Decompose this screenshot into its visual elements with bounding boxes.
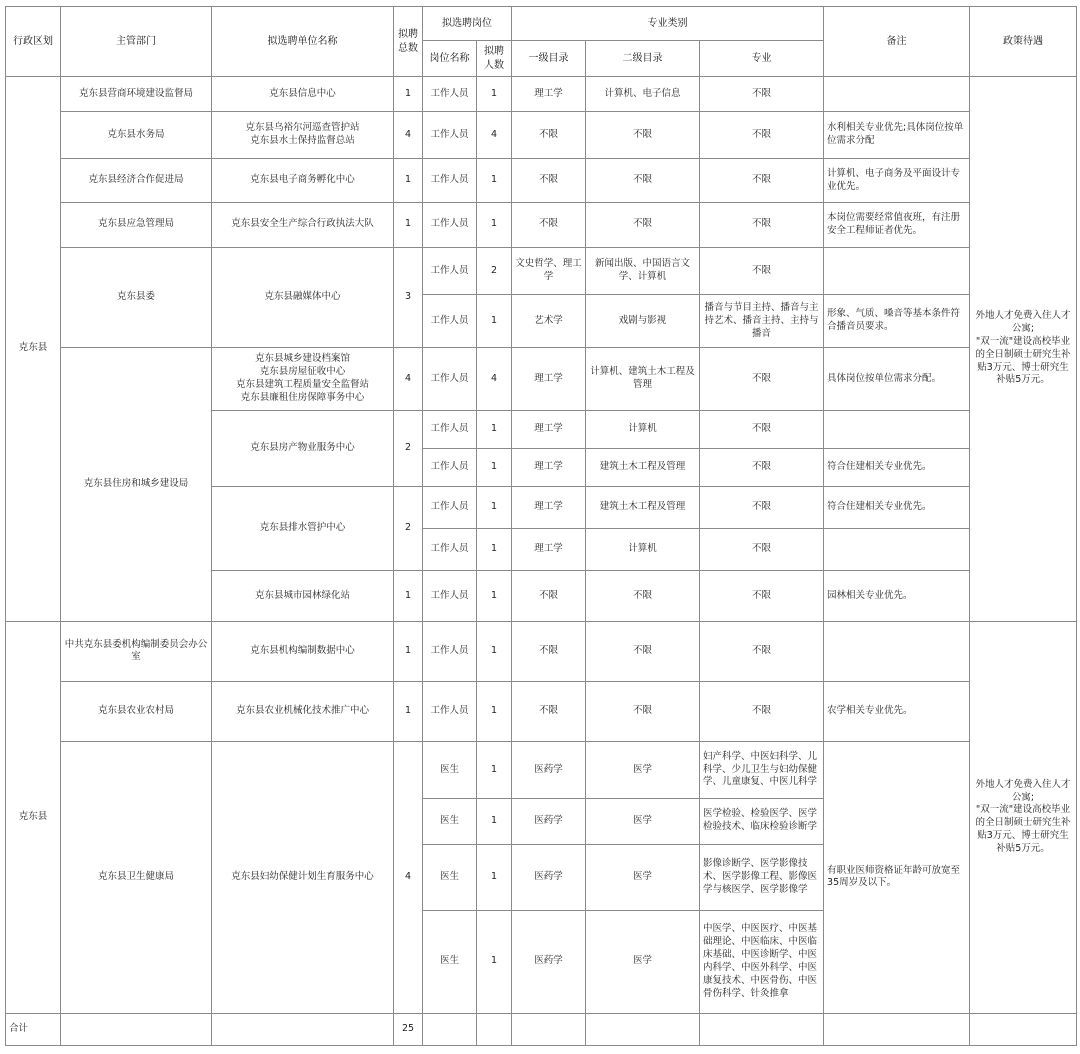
total-cell: 4 <box>394 348 423 410</box>
count-cell: 1 <box>477 159 512 202</box>
major-cell: 不限 <box>700 448 824 486</box>
total-cell: 4 <box>394 112 423 159</box>
header-major-group: 专业类别 <box>512 7 824 41</box>
header-unit: 拟选聘单位名称 <box>212 7 394 77</box>
level1-cell: 理工学 <box>512 487 586 529</box>
remark-cell: 符合住建相关专业优先。 <box>824 487 970 529</box>
count-cell: 1 <box>477 448 512 486</box>
level1-cell: 理工学 <box>512 410 586 448</box>
count-cell: 1 <box>477 571 512 621</box>
count-cell: 1 <box>477 202 512 247</box>
level2-cell: 建筑土木工程及管理 <box>586 487 700 529</box>
level2-cell: 不限 <box>586 202 700 247</box>
header-position-count: 拟聘 人数 <box>477 41 512 77</box>
recruitment-table <box>5 6 1077 1046</box>
major-cell: 不限 <box>700 202 824 247</box>
remark-cell: 园林相关专业优先。 <box>824 571 970 621</box>
count-cell: 1 <box>477 77 512 112</box>
unit-cell: 克东县妇幼保健计划生育服务中心 <box>212 742 394 1013</box>
unit-cell: 克东县农业机械化技术推广中心 <box>212 681 394 741</box>
total-cell: 1 <box>394 159 423 202</box>
table-row <box>6 621 1077 681</box>
position-cell: 工作人员 <box>423 202 477 247</box>
major-cell: 影像诊断学、医学影像技术、医学影像工程、影像医学与核医学、医学影像学 <box>700 844 824 910</box>
position-cell: 工作人员 <box>423 487 477 529</box>
dept-cell: 克东县经济合作促进局 <box>61 159 212 202</box>
position-cell: 工作人员 <box>423 621 477 681</box>
major-cell: 不限 <box>700 529 824 571</box>
header-dept: 主管部门 <box>61 7 212 77</box>
total-cell: 4 <box>394 742 423 1013</box>
remark-cell: 水利相关专业优先;具体岗位按单位需求分配 <box>824 112 970 159</box>
level2-cell: 新闻出版、中国语言文学、计算机 <box>586 247 700 294</box>
level2-cell: 计算机 <box>586 410 700 448</box>
position-cell: 医生 <box>423 798 477 844</box>
level1-cell: 文史哲学、理工学 <box>512 247 586 294</box>
level1-cell: 医药学 <box>512 844 586 910</box>
count-cell: 1 <box>477 410 512 448</box>
level2-cell: 不限 <box>586 571 700 621</box>
major-cell: 不限 <box>700 247 824 294</box>
level2-cell: 建筑土木工程及管理 <box>586 448 700 486</box>
level2-cell: 计算机 <box>586 529 700 571</box>
count-cell: 1 <box>477 681 512 741</box>
count-cell: 1 <box>477 798 512 844</box>
table-row <box>6 247 1077 294</box>
position-cell: 工作人员 <box>423 295 477 348</box>
header-total: 拟聘 总数 <box>394 7 423 77</box>
remark-cell: 形象、气质、嗓音等基本条件符合播音员要求。 <box>824 295 970 348</box>
major-cell: 医学检验、检验医学、医学检验技术、临床检验诊断学 <box>700 798 824 844</box>
level2-cell: 计算机、电子信息 <box>586 77 700 112</box>
total-cell: 1 <box>394 77 423 112</box>
unit-cell: 克东县乌裕尔河巡查管护站 克东县水土保持监督总站 <box>212 112 394 159</box>
level1-cell: 理工学 <box>512 448 586 486</box>
position-cell: 工作人员 <box>423 159 477 202</box>
remark-cell: 计算机、电子商务及平面设计专业优先。 <box>824 159 970 202</box>
unit-cell: 克东县房产物业服务中心 <box>212 410 394 486</box>
major-cell: 不限 <box>700 487 824 529</box>
count-cell: 1 <box>477 529 512 571</box>
dept-cell: 克东县应急管理局 <box>61 202 212 247</box>
table-row <box>6 202 1077 247</box>
position-cell: 工作人员 <box>423 112 477 159</box>
dept-cell: 中共克东县委机构编制委员会办公室 <box>61 621 212 681</box>
level1-cell: 理工学 <box>512 77 586 112</box>
total-cell: 2 <box>394 410 423 486</box>
major-cell: 不限 <box>700 621 824 681</box>
header-position-group: 拟选聘岗位 <box>423 7 512 41</box>
unit-cell: 克东县信息中心 <box>212 77 394 112</box>
level2-cell: 医学 <box>586 742 700 798</box>
total-cell: 2 <box>394 487 423 571</box>
count-cell: 4 <box>477 348 512 410</box>
unit-cell: 克东县融媒体中心 <box>212 247 394 348</box>
level2-cell: 医学 <box>586 798 700 844</box>
dept-cell: 克东县营商环境建设监督局 <box>61 77 212 112</box>
total-cell: 1 <box>394 571 423 621</box>
level1-cell: 医药学 <box>512 798 586 844</box>
level2-cell: 不限 <box>586 621 700 681</box>
total-cell: 1 <box>394 681 423 741</box>
major-cell: 不限 <box>700 681 824 741</box>
major-cell: 播音与节目主持、播音与主持艺术、播音主持、主持与播音 <box>700 295 824 348</box>
level2-cell: 不限 <box>586 159 700 202</box>
position-cell: 工作人员 <box>423 247 477 294</box>
table-row <box>6 742 1077 798</box>
remark-cell: 有职业医师资格证年龄可放宽至35周岁及以下。 <box>824 742 970 1013</box>
remark-cell: 具体岗位按单位需求分配。 <box>824 348 970 410</box>
header-remark: 备注 <box>824 7 970 77</box>
level2-cell: 计算机、建筑土木工程及管理 <box>586 348 700 410</box>
header-level2: 二级目录 <box>586 41 700 77</box>
level1-cell: 不限 <box>512 571 586 621</box>
level1-cell: 理工学 <box>512 529 586 571</box>
position-cell: 工作人员 <box>423 529 477 571</box>
level1-cell: 不限 <box>512 621 586 681</box>
unit-cell: 克东县机构编制数据中心 <box>212 621 394 681</box>
remark-cell: 符合住建相关专业优先。 <box>824 448 970 486</box>
header-major: 专业 <box>700 41 824 77</box>
position-cell: 医生 <box>423 742 477 798</box>
position-cell: 工作人员 <box>423 448 477 486</box>
count-cell: 1 <box>477 295 512 348</box>
total-cell: 1 <box>394 621 423 681</box>
level1-cell: 不限 <box>512 159 586 202</box>
count-cell: 1 <box>477 487 512 529</box>
table-row <box>6 348 1077 410</box>
level2-cell: 戏剧与影视 <box>586 295 700 348</box>
header-policy: 政策待遇 <box>970 7 1077 77</box>
dept-cell: 克东县住房和城乡建设局 <box>61 348 212 621</box>
unit-cell: 克东县电子商务孵化中心 <box>212 159 394 202</box>
grand-total: 25 <box>394 1013 423 1045</box>
table-row <box>6 681 1077 741</box>
unit-cell: 克东县城乡建设档案馆 克东县房屋征收中心 克东县建筑工程质量安全监督站 克东县廉租住房保障事务中心 <box>212 348 394 410</box>
unit-cell: 克东县安全生产综合行政执法大队 <box>212 202 394 247</box>
unit-cell: 克东县排水管护中心 <box>212 487 394 571</box>
count-cell: 4 <box>477 112 512 159</box>
major-cell: 中医学、中医医疗、中医基础理论、中医临床、中医临床基础、中医诊断学、中医内科学、中医外科学、中医康复技术、中医骨伤、中医骨伤科学、针灸推拿 <box>700 911 824 1014</box>
remark-cell: 农学相关专业优先。 <box>824 681 970 741</box>
level2-cell: 不限 <box>586 112 700 159</box>
major-cell: 不限 <box>700 159 824 202</box>
policy-cell: 外地人才免费入住人才公寓; "双一流"建设高校毕业的全日制硕士研究生补贴3万元、博士研究生补贴5万元。 <box>970 621 1077 1013</box>
table-row <box>6 112 1077 159</box>
header-region: 行政区划 <box>6 7 61 77</box>
total-cell: 3 <box>394 247 423 348</box>
level1-cell: 艺术学 <box>512 295 586 348</box>
position-cell: 医生 <box>423 844 477 910</box>
major-cell: 不限 <box>700 348 824 410</box>
level2-cell: 医学 <box>586 844 700 910</box>
level2-cell: 医学 <box>586 911 700 1014</box>
position-cell: 工作人员 <box>423 348 477 410</box>
position-cell: 医生 <box>423 911 477 1014</box>
dept-cell: 克东县卫生健康局 <box>61 742 212 1013</box>
count-cell: 1 <box>477 911 512 1014</box>
region-cell: 克东县 <box>6 77 61 622</box>
dept-cell: 克东县委 <box>61 247 212 348</box>
count-cell: 2 <box>477 247 512 294</box>
major-cell: 不限 <box>700 571 824 621</box>
region-cell: 克东县 <box>6 621 61 1013</box>
level1-cell: 理工学 <box>512 348 586 410</box>
position-cell: 工作人员 <box>423 410 477 448</box>
remark-cell <box>824 410 970 448</box>
count-cell: 1 <box>477 621 512 681</box>
remark-cell <box>824 621 970 681</box>
remark-cell: 本岗位需要经常值夜班，有注册安全工程师证者优先。 <box>824 202 970 247</box>
level1-cell: 医药学 <box>512 911 586 1014</box>
remark-cell <box>824 529 970 571</box>
position-cell: 工作人员 <box>423 77 477 112</box>
remark-cell <box>824 247 970 294</box>
header-level1: 一级目录 <box>512 41 586 77</box>
major-cell: 妇产科学、中医妇科学、儿科学、少儿卫生与妇幼保健学、儿童康复、中医儿科学 <box>700 742 824 798</box>
position-cell: 工作人员 <box>423 681 477 741</box>
level1-cell: 不限 <box>512 681 586 741</box>
count-cell: 1 <box>477 844 512 910</box>
level1-cell: 医药学 <box>512 742 586 798</box>
policy-cell: 外地人才免费入住人才公寓; "双一流"建设高校毕业的全日制硕士研究生补贴3万元、博士研究生补贴5万元。 <box>970 77 1077 622</box>
total-row <box>6 1013 1077 1045</box>
table-row <box>6 77 1077 112</box>
unit-cell: 克东县城市园林绿化站 <box>212 571 394 621</box>
major-cell: 不限 <box>700 77 824 112</box>
major-cell: 不限 <box>700 112 824 159</box>
position-cell: 工作人员 <box>423 571 477 621</box>
major-cell: 不限 <box>700 410 824 448</box>
header-position-name: 岗位名称 <box>423 41 477 77</box>
level1-cell: 不限 <box>512 112 586 159</box>
dept-cell: 克东县水务局 <box>61 112 212 159</box>
total-label: 合计 <box>6 1013 61 1045</box>
count-cell: 1 <box>477 742 512 798</box>
level1-cell: 不限 <box>512 202 586 247</box>
dept-cell: 克东县农业农村局 <box>61 681 212 741</box>
table-row <box>6 159 1077 202</box>
remark-cell <box>824 77 970 112</box>
level2-cell: 不限 <box>586 681 700 741</box>
total-cell: 1 <box>394 202 423 247</box>
